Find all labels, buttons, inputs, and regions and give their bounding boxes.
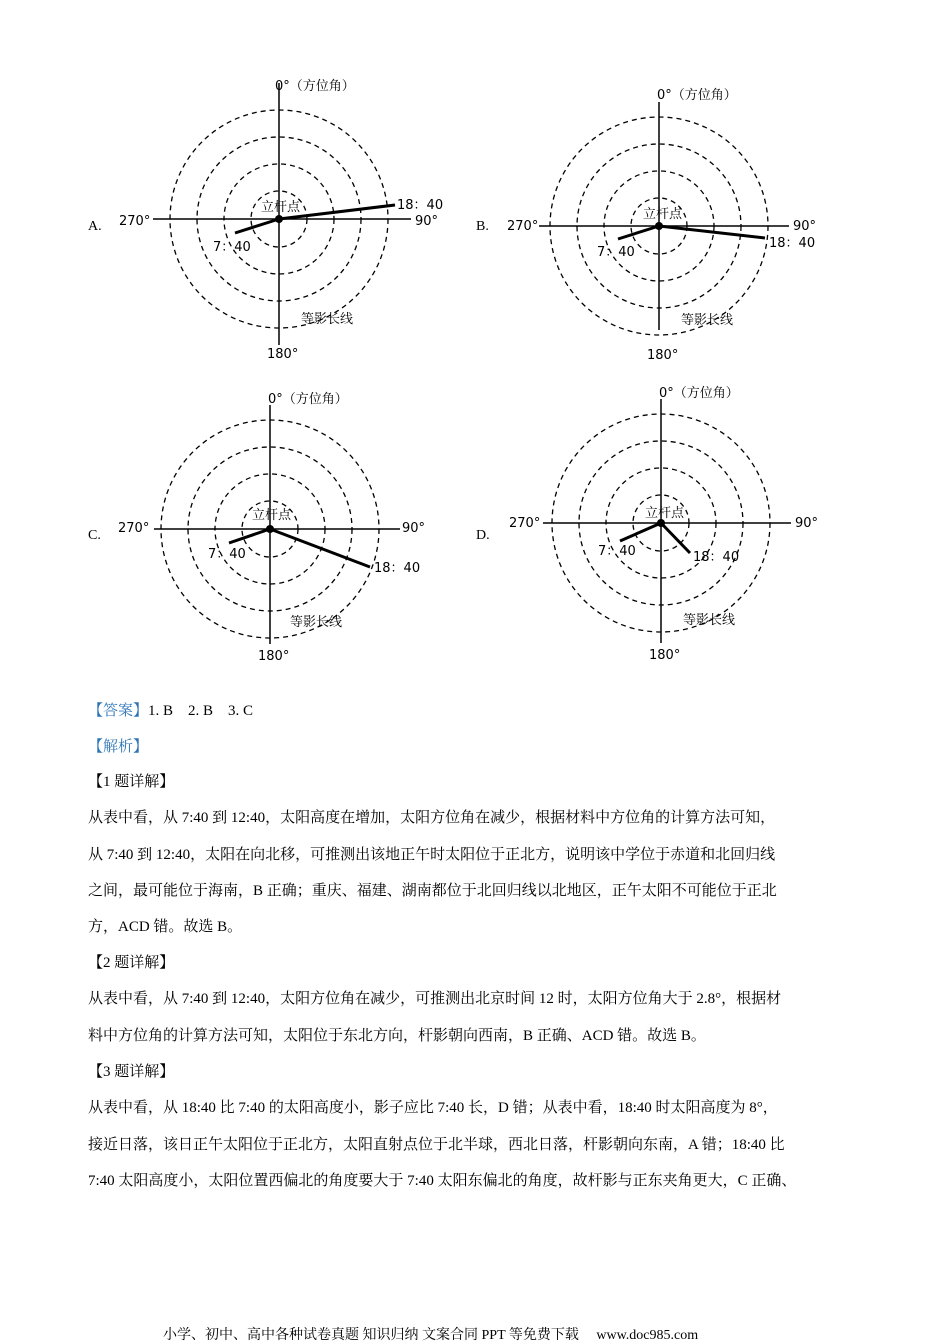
label-west: 270° (509, 516, 541, 531)
label-morning: 7：40 (213, 240, 251, 255)
label-south: 180° (647, 348, 679, 363)
section-1-line: 从表中看，从 7:40 到 12:40，太阳高度在增加，太阳方位角在减少，根据材料中方位角的计算方法可知， (88, 810, 776, 826)
option-label-c: C. (88, 528, 101, 543)
section-1-line: 从 7:40 到 12:40，太阳在向北移，可推测出该地正午时太阳位于正北方，说明该中学位于赤道和北回归线 (88, 847, 776, 863)
shadow-line-evening (270, 529, 370, 567)
label-east: 90° (415, 214, 439, 229)
label-evening: 18：40 (693, 550, 740, 565)
label-contour: 等影长线 (301, 312, 354, 327)
label-south: 180° (258, 649, 290, 664)
shadow-line-evening (659, 226, 765, 238)
diagram-option-b (507, 76, 817, 376)
page-footer: 小学、初中、高中各种试卷真题 知识归纳 文案合同 PPT 等免费下载 www.doc985.com (163, 1328, 699, 1343)
label-east: 90° (793, 219, 817, 234)
label-morning: 7：40 (598, 544, 636, 559)
section-3-line: 接近日落，该日正午太阳位于正北方，太阳直射点位于北半球，西北日落，杆影朝向东南，A 错；18:40 比 (88, 1137, 785, 1153)
section-1-line: 之间，最可能位于海南，B 正确；重庆、福建、湖南都位于北回归线以北地区，正午太阳不可能位于正北 (88, 883, 777, 899)
label-south: 180° (267, 347, 299, 362)
shadow-line-evening (661, 523, 690, 553)
shadow-line-morning (229, 529, 270, 543)
label-contour: 等影长线 (290, 615, 343, 630)
label-east: 90° (402, 521, 426, 536)
shadow-line-morning (235, 219, 279, 233)
label-north: 0°（方位角） (657, 88, 737, 103)
label-pole-point: 立杆点 (261, 200, 301, 215)
label-contour: 等影长线 (681, 313, 734, 328)
label-north: 0°（方位角） (275, 79, 355, 94)
label-west: 270° (119, 214, 151, 229)
label-north: 0°（方位角） (268, 392, 348, 407)
section-title-3: 【3 题详解】 (88, 1064, 175, 1080)
diagram-option-a (119, 69, 444, 369)
label-north: 0°（方位角） (659, 386, 739, 401)
label-pole-point: 立杆点 (645, 506, 685, 521)
diagram-option-d (509, 373, 819, 673)
diagram-option-c (118, 379, 426, 679)
answer-label: 【答案】 (88, 703, 149, 719)
label-evening: 18：40 (397, 198, 444, 213)
answer-value: 1. B 2. B 3. C (148, 703, 254, 719)
section-2-line: 料中方位角的计算方法可知，太阳位于东北方向，杆影朝向西南，B 正确、ACD 错。故选 B。 (88, 1028, 706, 1044)
section-title-2: 【2 题详解】 (88, 955, 175, 971)
label-pole-point: 立杆点 (252, 508, 292, 523)
label-west: 270° (118, 521, 150, 536)
analysis-label: 【解析】 (88, 739, 149, 755)
label-evening: 18：40 (374, 561, 421, 576)
shadow-line-morning (618, 226, 659, 239)
label-morning: 7：40 (208, 547, 246, 562)
option-label-b: B. (476, 219, 489, 234)
label-east: 90° (795, 516, 819, 531)
label-south: 180° (649, 648, 681, 663)
label-evening: 18：40 (769, 236, 816, 251)
shadow-line-morning (620, 523, 661, 541)
label-contour: 等影长线 (683, 613, 736, 628)
label-morning: 7：40 (597, 245, 635, 260)
label-west: 270° (507, 219, 539, 234)
section-3-line: 从表中看，从 18:40 比 7:40 的太阳高度小，影子应比 7:40 长，D 错；从表中看，18:40 时太阳高度为 8°， (88, 1100, 778, 1116)
section-2-line: 从表中看，从 7:40 到 12:40，太阳方位角在减少，可推测出北京时间 12 时，太阳方位角大于 2.8°，根据材 (88, 991, 782, 1007)
section-3-line: 7:40 太阳高度小，太阳位置西偏北的角度要大于 7:40 太阳东偏北的角度，故杆影与正东夹角更大，C 正确、 (88, 1173, 797, 1189)
answer-line (88, 699, 253, 720)
section-title-1: 【1 题详解】 (88, 774, 175, 790)
section-1-line: 方，ACD 错。故选 B。 (88, 919, 243, 935)
option-label-d: D. (476, 528, 490, 543)
label-pole-point: 立杆点 (643, 207, 683, 222)
option-label-a: A. (88, 219, 102, 234)
